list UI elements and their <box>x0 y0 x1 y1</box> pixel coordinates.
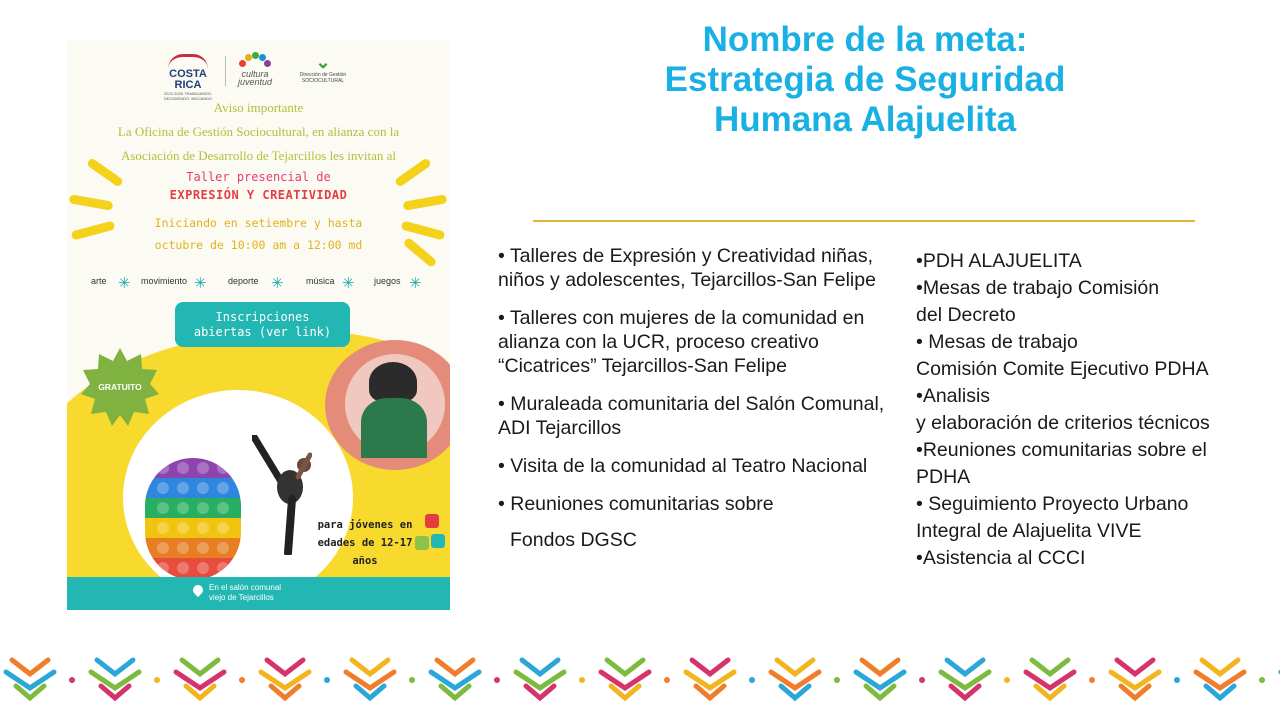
popit-toy-image <box>145 458 241 580</box>
list-line: •PDH ALAJUELITA <box>916 250 1082 272</box>
pattern-motif <box>771 660 840 698</box>
costa-rica-logo: COSTA RICA 2022-2026 TRABAJANDO. DECIDIENDO. INICIANDO <box>157 54 219 90</box>
aviso-text: Aviso importante La Oficina de Gestión Sociocultural, en alianza con la Asociación de Desarrollo de Tejarcillos les invitan al <box>117 100 400 163</box>
pattern-motif <box>431 660 500 698</box>
pattern-motif <box>6 660 75 698</box>
puzzle-icon <box>431 534 445 548</box>
sparkle-icon: ✳ <box>194 275 207 292</box>
sparkle-icon: ✳ <box>118 275 131 292</box>
activity-label: movimiento <box>141 276 188 286</box>
list-item: • Muraleada comunitaria del Salón Comunal, ADI Tejarcillos <box>498 393 885 439</box>
pattern-motif <box>91 660 160 698</box>
list-line: •Asistencia al CCCI <box>916 547 1086 569</box>
sparkle-icon: ✳ <box>271 275 284 292</box>
title-divider <box>533 220 1195 222</box>
list-line: PDHA <box>916 466 971 488</box>
list-line: Integral de Alajuelita VIVE <box>916 520 1142 542</box>
pattern-motif <box>856 660 925 698</box>
taller-label: Taller presencial de <box>186 170 331 184</box>
sparkle-icon: ✳ <box>409 275 422 292</box>
logo-strip <box>67 50 450 101</box>
pattern-motif <box>686 660 755 698</box>
list-line: •Mesas de trabajo Comisión <box>916 277 1160 299</box>
pattern-motif <box>601 660 670 698</box>
location-text: En el salón comunal viejo de Tejarcillos <box>209 583 282 602</box>
event-poster <box>67 40 450 610</box>
activity-label: música <box>306 276 335 286</box>
taller-title: EXPRESIÓN Y CREATIVIDAD <box>169 188 348 202</box>
sparkle-icon: ✳ <box>342 275 355 292</box>
list-line: del Decreto <box>916 304 1016 326</box>
pattern-motif <box>346 660 415 698</box>
activities-row <box>81 276 441 296</box>
list-line: •Reuniones comunitarias sobre el <box>916 439 1207 461</box>
list-line: y elaboración de criterios técnicos <box>916 412 1210 434</box>
decorative-pattern-border <box>0 640 1280 720</box>
pattern-motif <box>1026 660 1095 698</box>
pattern-motif <box>941 660 1010 698</box>
pattern-motif <box>1196 660 1265 698</box>
gestion-sociocultural-logo: ⌄ Dirección de Gestión SOCIOCULTURAL <box>299 52 347 84</box>
slide-title: Nombre de la meta: Estrategia de Seguridad Humana Alajuelita <box>664 20 1066 139</box>
dancer-image <box>252 435 312 555</box>
activity-label: deporte <box>228 276 259 286</box>
target-audience-text: para jóvenes en edades de 12-17 años <box>317 519 413 567</box>
list-line: Comisión Comite Ejecutivo PDHA <box>916 358 1209 380</box>
logo-separator <box>225 56 226 86</box>
pattern-motif <box>261 660 330 698</box>
gratuito-badge: GRATUITO <box>81 348 159 426</box>
list-line: • Mesas de trabajo <box>916 331 1078 353</box>
cultura-juventud-logo: cultura juventud <box>233 52 277 88</box>
pattern-motif <box>516 660 585 698</box>
puzzle-icon <box>415 536 429 550</box>
activities-list-right <box>916 248 1276 572</box>
puzzle-icon <box>425 514 439 528</box>
activity-label: arte <box>91 276 107 286</box>
pattern-motif <box>176 660 245 698</box>
activity-label: juegos <box>374 276 401 286</box>
list-item-continuation: Fondos DGSC <box>510 529 637 551</box>
list-line: •Analisis <box>916 385 991 407</box>
pattern-motif <box>1111 660 1180 698</box>
list-item: • Visita de la comunidad al Teatro Nacional <box>498 455 868 477</box>
list-item: • Talleres de Expresión y Creatividad niñas, niños y adolescentes, Tejarcillos-San Felipe <box>498 245 876 291</box>
schedule-text: Iniciando en setiembre y hasta octubre de 10:00 am a 12:00 md <box>154 216 363 252</box>
inscripciones-button[interactable]: Inscripciones abiertas (ver link) <box>175 302 350 347</box>
list-line: • Seguimiento Proyecto Urbano <box>916 493 1189 515</box>
list-item: • Talleres con mujeres de la comunidad en alianza con la UCR, proceso creativo “Cicatrices” Tejarcillos-San Felipe <box>498 307 865 377</box>
list-item: • Reuniones comunitarias sobre <box>498 493 774 515</box>
activities-list-left <box>498 244 898 552</box>
